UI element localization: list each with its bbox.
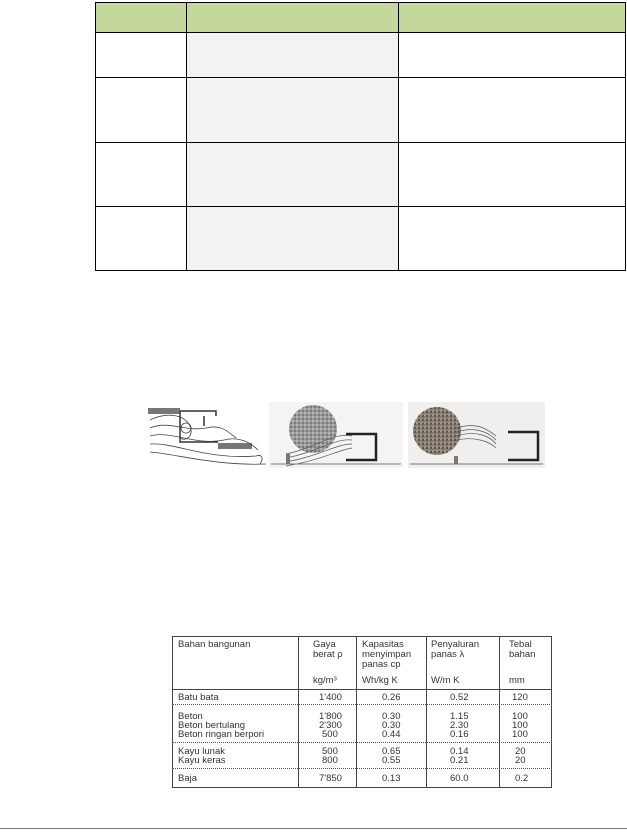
- row-thickness: 0.2: [515, 773, 529, 784]
- unit-thickness: mm: [509, 675, 525, 686]
- row-capacity: 0.55: [382, 755, 401, 766]
- row-name: Beton ringan berpori: [178, 729, 265, 740]
- table-header-row: [96, 3, 626, 33]
- row-conductivity: 0.52: [450, 692, 469, 703]
- top-table: [95, 2, 626, 271]
- header-density-line2: berat ρ: [313, 649, 343, 660]
- row-capacity: 0.26: [382, 692, 401, 703]
- row-conductivity: 0.21: [450, 755, 469, 766]
- unit-density: kg/m³: [313, 675, 337, 686]
- row-conductivity: 1.15: [450, 711, 469, 722]
- row-density: 500: [322, 729, 338, 740]
- header-capacity-line2: menyimpan: [362, 649, 412, 660]
- panel-tree-shade: [269, 402, 403, 468]
- row-name: Kayu keras: [178, 755, 226, 766]
- row-conductivity: 0.16: [450, 729, 469, 740]
- header-cell: [96, 3, 187, 33]
- table-row: [96, 78, 626, 143]
- row-capacity: 0.30: [382, 720, 401, 731]
- row-capacity: 0.30: [382, 711, 401, 722]
- row-name: Kayu lunak: [178, 746, 226, 757]
- header-conductivity-line1: Penyaluran: [431, 639, 480, 650]
- row-density: 1'800: [319, 711, 342, 722]
- table-cell: [187, 78, 399, 143]
- header-conductivity-line2: panas λ: [431, 649, 465, 660]
- row-capacity: 0.44: [382, 729, 401, 740]
- row-density: 800: [322, 755, 338, 766]
- table-cell: [399, 33, 626, 78]
- header-cell: [187, 3, 399, 33]
- table-cell: [96, 143, 187, 207]
- table-cell: [399, 207, 626, 271]
- table-cell: [96, 78, 187, 143]
- row-conductivity: 2.30: [450, 720, 469, 731]
- table-row: [96, 143, 626, 207]
- row-density: 2'300: [319, 720, 342, 731]
- airflow-illustration: [146, 402, 547, 472]
- table-cell: [96, 33, 187, 78]
- table-row: [96, 207, 626, 271]
- header-cell: [399, 3, 626, 33]
- row-thickness: 120: [512, 692, 528, 703]
- material-properties-table: [172, 636, 552, 788]
- row-thickness: 100: [512, 729, 528, 740]
- row-density: 7'850: [319, 773, 342, 784]
- row-conductivity: 60.0: [450, 773, 469, 784]
- row-density: 500: [322, 746, 338, 757]
- page-footer-divider: [0, 828, 627, 829]
- header-material: Bahan bangunan: [178, 639, 251, 650]
- header-thickness-line2: bahan: [509, 649, 536, 660]
- row-thickness: 20: [515, 746, 526, 757]
- panel-building-wind: [148, 408, 266, 464]
- table-cell: [187, 143, 399, 207]
- unit-capacity: Wh/kg K: [362, 675, 398, 686]
- panel-tree-wind: [408, 402, 545, 468]
- header-density-line1: Gaya: [313, 639, 336, 650]
- row-name: Baja: [178, 773, 198, 784]
- table-cell: [187, 207, 399, 271]
- row-density: 1'400: [319, 692, 342, 703]
- row-name: Beton bertulang: [178, 720, 246, 731]
- header-capacity-line1: Kapasitas: [362, 639, 404, 650]
- row-thickness: 20: [515, 755, 526, 766]
- table-cell: [399, 78, 626, 143]
- row-name: Batu bata: [178, 692, 219, 703]
- row-capacity: 0.65: [382, 746, 401, 757]
- header-thickness-line1: Tebal: [509, 639, 532, 650]
- table-cell: [399, 143, 626, 207]
- table-row: [96, 33, 626, 78]
- row-thickness: 100: [512, 720, 528, 731]
- header-capacity-line3: panas cp: [362, 659, 401, 670]
- row-conductivity: 0.14: [450, 746, 469, 757]
- row-thickness: 100: [512, 711, 528, 722]
- unit-conductivity: W/m K: [431, 675, 460, 686]
- table-cell: [96, 207, 187, 271]
- row-capacity: 0.13: [382, 773, 401, 784]
- row-name: Beton: [178, 711, 203, 722]
- table-cell: [187, 33, 399, 78]
